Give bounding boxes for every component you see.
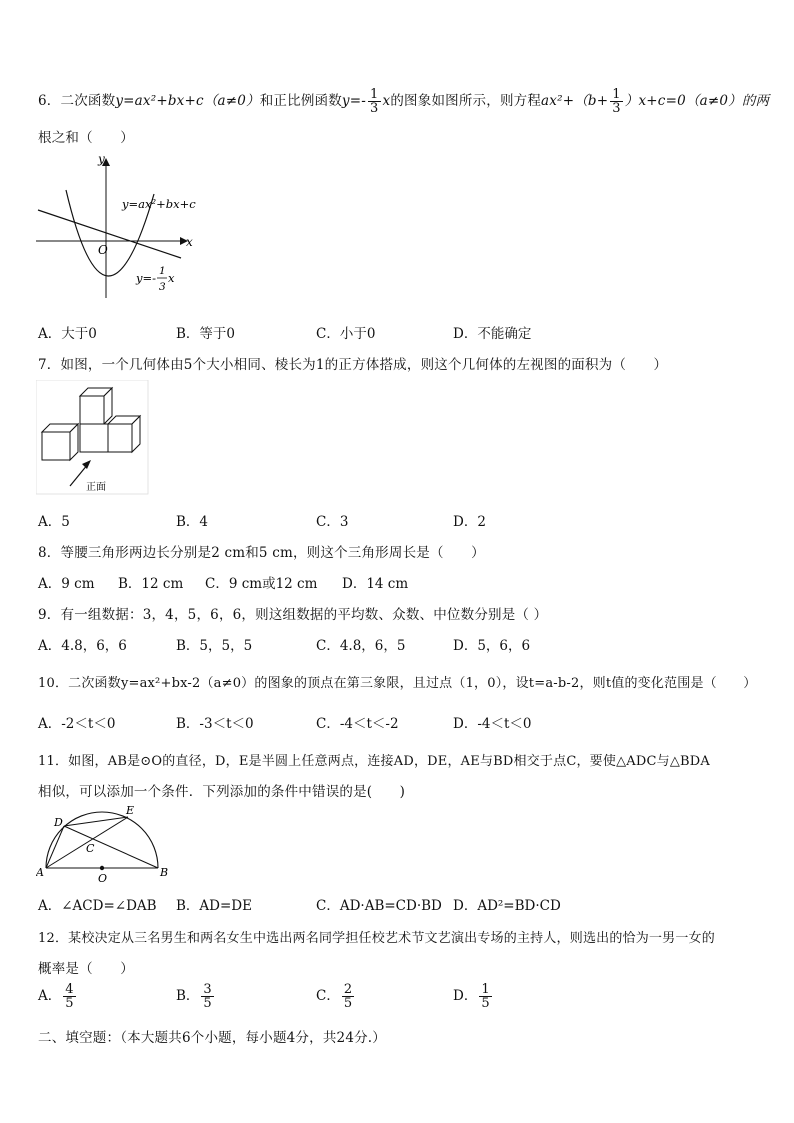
- q7-option-d[interactable]: D．2: [453, 514, 486, 530]
- section2-heading: 二、填空题：（本大题共6个小题，每小题4分，共24分.）: [38, 1030, 386, 1046]
- q7-option-c[interactable]: C．3: [316, 514, 349, 530]
- q11-option-c[interactable]: C．AD·AB=CD·BD: [316, 898, 442, 914]
- q11-line2: 相似，可以添加一个条件．下列添加的条件中错误的是( ): [38, 784, 406, 800]
- q8-option-c[interactable]: C．9 cm或12 cm: [205, 576, 318, 592]
- q6-option-d[interactable]: D．不能确定: [453, 326, 532, 342]
- q10-option-b[interactable]: B．-3＜t＜0: [176, 716, 254, 732]
- svg-text:A: A: [36, 866, 44, 879]
- q8-option-a[interactable]: A．9 cm: [38, 576, 95, 592]
- q11-option-b[interactable]: B．AD=DE: [176, 898, 252, 914]
- q8-option-d[interactable]: D．14 cm: [342, 576, 409, 592]
- q10-option-a[interactable]: A．-2＜t＜0: [38, 716, 116, 732]
- q11-segment-ad: [46, 826, 64, 868]
- q7-cubes-figure: [36, 380, 156, 496]
- q12-line2: 概率是（ ）: [38, 961, 134, 977]
- q6-option-c[interactable]: C．小于0: [316, 326, 376, 342]
- q7-option-a[interactable]: A．5: [38, 514, 70, 530]
- q12-option-a[interactable]: A． $\frac{4}{5}$: [38, 982, 74, 1011]
- q8-option-b[interactable]: B．12 cm: [118, 576, 184, 592]
- q9-option-b[interactable]: B．5，5，5: [176, 638, 253, 654]
- q12-option-b[interactable]: B． $\frac{3}{5}$: [176, 982, 212, 1011]
- q10-option-c[interactable]: C．-4＜t＜-2: [316, 716, 399, 732]
- q6-option-b[interactable]: B．等于0: [176, 326, 236, 342]
- q12-option-c[interactable]: C． $\frac{2}{5}$: [316, 982, 353, 1011]
- q6-line-label-pre: y=-: [136, 271, 157, 285]
- q11-line1: 11．如图，AB是⊙O的直径，D，E是半圆上任意两点，连接AD，DE，AE与BD相交于点C，要使△ADC与△BDA: [38, 754, 710, 769]
- q6-line2: 根之和（ ）: [38, 130, 134, 146]
- q9-option-d[interactable]: D．5，6，6: [453, 638, 531, 654]
- q6-line-label-den: 3: [159, 281, 166, 293]
- q7-question: 7．如图，一个几何体由5个大小相同、棱长为1的正方体搭成，则这个几何体的左视图的面积为（ ）: [38, 357, 668, 373]
- q6-number: 6．: [38, 93, 61, 109]
- q10-question: 10．二次函数y=ax²+bx-2（a≠0）的图象的顶点在第三象限，且过点（1，0），设t=a-b-2，则t值的变化范围是（ ）: [38, 676, 757, 691]
- q6-line-label-post: x: [168, 271, 175, 285]
- q11-option-a[interactable]: A．∠ACD=∠DAB: [38, 898, 157, 914]
- q11-option-d[interactable]: D．AD²=BD·CD: [453, 898, 561, 914]
- svg-text:B: B: [160, 866, 169, 879]
- svg-text:E: E: [126, 806, 135, 817]
- q9-option-a[interactable]: A．4.8，6，6: [38, 638, 127, 654]
- q6-line-label-num: 1: [159, 265, 166, 277]
- q7-front-label: 正面: [86, 482, 106, 493]
- q11-semicircle-figure: [36, 806, 170, 882]
- q10-option-d[interactable]: D．-4＜t＜0: [453, 716, 532, 732]
- svg-text:O: O: [98, 872, 108, 882]
- q9-question: 9．有一组数据：3，4，5，6，6，则这组数据的平均数、众数、中位数分别是（ ）: [38, 607, 548, 623]
- q8-question: 8．等腰三角形两边长分别是2 cm和5 cm，则这个三角形周长是（ ）: [38, 545, 485, 561]
- q6-line1: 6．二次函数y=ax²+bx+c（a≠0）和正比例函数y=- $\frac{1}{3}$ x的图象如图所示，则方程ax²+（b+ $\frac{1}{3}$ ）x+c=0（a≠0）的两: [38, 87, 770, 116]
- q6-fraction-2: $\frac{1}{3}$: [612, 87, 621, 116]
- q6-fraction-1: $\frac{1}{3}$: [370, 87, 379, 116]
- q6-parabola-label: y=ax²+bx+c: [122, 197, 196, 211]
- q6-option-a[interactable]: A．大于0: [38, 326, 97, 342]
- q7-option-b[interactable]: B．4: [176, 514, 209, 530]
- q11-center-point: [100, 866, 104, 870]
- q6-x-label: x: [186, 235, 193, 249]
- q12-line1: 12．某校决定从三名男生和两名女生中选出两名同学担任校艺术节文艺演出专场的主持人，则选出的恰为一男一女的: [38, 931, 715, 946]
- q12-option-d[interactable]: D． $\frac{1}{5}$: [453, 982, 490, 1011]
- q6-origin-label: O: [98, 243, 108, 257]
- q6-graph-figure: [36, 150, 206, 300]
- q11-segment-de: [64, 817, 128, 826]
- q9-option-c[interactable]: C．4.8，6，5: [316, 638, 406, 654]
- q6-y-label: y: [98, 152, 105, 166]
- svg-text:C: C: [86, 842, 95, 855]
- svg-text:D: D: [54, 816, 63, 829]
- q6-line: [38, 210, 181, 258]
- q11-segment-bd: [64, 826, 158, 868]
